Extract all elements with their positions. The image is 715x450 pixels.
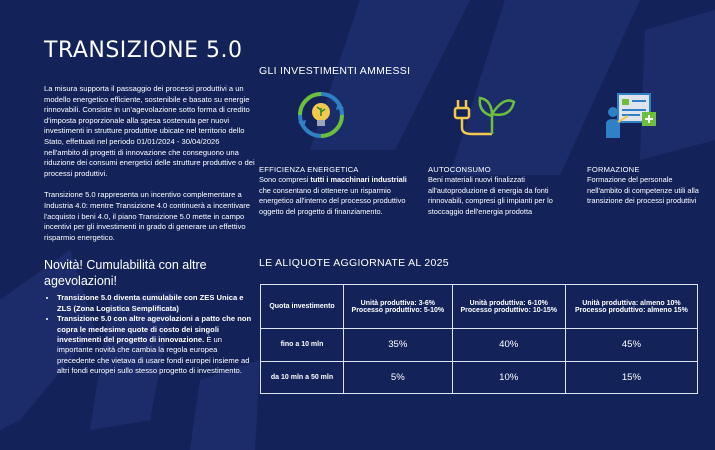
intro-paragraph: La misura supporta il passaggio dei processi produttivi a un modello energetico efficiente, sostenibile e basato su energie rinnovabili. Consiste in un'agevolazione sotto forma di credito d'imposta proporzionale alla spesa sostenuta per nuovi investimenti in strutture produttive ubicate nel territorio dello Stato, effettuati nel periodo 01/01/2024 - 30/04/2026 nell'ambito di progetti di innovazione che conseguono una riduzione dei consumi energetici delle strutture produttive o dei processi produttivi. (44, 84, 255, 178)
investment-card-training (587, 165, 699, 207)
card-title: AUTOCONSUMO (428, 165, 491, 174)
rates-table (260, 284, 698, 394)
investment-card-selfconsumption (428, 165, 570, 217)
news-bullet-list (44, 293, 256, 376)
card-text: Beni materiali nuovi finalizzati all'autoproduzione di energia da fonti rinnovabili, compresi gli impianti per lo stoccaggio dell'energia prodotta (428, 175, 553, 216)
investments-heading: GLI INVESTIMENTI AMMESSI (259, 65, 411, 77)
plug-leaf-icon (452, 92, 516, 138)
table-cell: 40% (452, 329, 565, 362)
table-row (261, 361, 698, 394)
table-header-cell: Quota investimento (261, 285, 344, 329)
card-text: Formazione del personale nell'ambito di competenze utili alla transizione dei processi produttivi (587, 175, 699, 206)
intro-section (44, 36, 256, 377)
news-heading: Novità! Cumulabilità con altre agevolazioni! (44, 258, 207, 289)
bullet-cumulation: • Transizione 5.0 con altre agevolazioni a patto che non copra le medesime quote di costo dei singoli investimenti del progetto di innovazione. È un importante novità che cambia la regola europea precedente che vietava di usare fondi europei insieme ad altri fondi europei sullo stesso progetto di investimento. (57, 314, 256, 376)
training-board-icon (604, 92, 660, 142)
row-label: da 10 mln a 50 mln (261, 361, 344, 394)
page-title: TRANSIZIONE 5.0 (44, 38, 243, 63)
table-cell: 5% (344, 361, 453, 394)
table-cell: 10% (452, 361, 565, 394)
card-text: Sono compresi tutti i macchinari industriali che consentano di ottenere un risparmio energetico all'interno del processo produttivo oggetto del progetto di finanziamento. (259, 175, 407, 216)
table-cell: 15% (565, 361, 697, 394)
complement-paragraph: Transizione 5.0 rappresenta un incentivo complementare a Industria 4.0: mentre Transizione 4.0 continuerà a incentivare l'acquisto i beni 4.0, il piano Transizione 5.0 mette in campo incentivi per gli investimenti in grado di generare un effettivo risparmio energetico. (44, 190, 250, 242)
row-label: fino a 10 mln (261, 329, 344, 362)
bullet-zes: • Transizione 5.0 diventa cumulabile con ZES Unica e ZLS (Zona Logistica Semplificata) (57, 293, 256, 314)
table-header-cell: Unità produttiva: 3-6% Processo produttivo: 5-10% (344, 285, 453, 329)
rates-heading: LE ALIQUOTE AGGIORNATE AL 2025 (259, 257, 449, 269)
investment-card-efficiency (259, 165, 409, 217)
table-row (261, 329, 698, 362)
table-header-row (261, 285, 698, 329)
table-cell: 45% (565, 329, 697, 362)
table-cell: 35% (344, 329, 453, 362)
lightbulb-recycle-icon (296, 90, 346, 140)
table-header-cell: Unità produttiva: 6-10% Processo produttivo: 10-15% (452, 285, 565, 329)
card-title: EFFICIENZA ENERGETICA (259, 165, 359, 174)
card-title: FORMAZIONE (587, 165, 640, 174)
table-header-cell: Unità produttiva: almeno 10% Processo produttivo: almeno 15% (565, 285, 697, 329)
